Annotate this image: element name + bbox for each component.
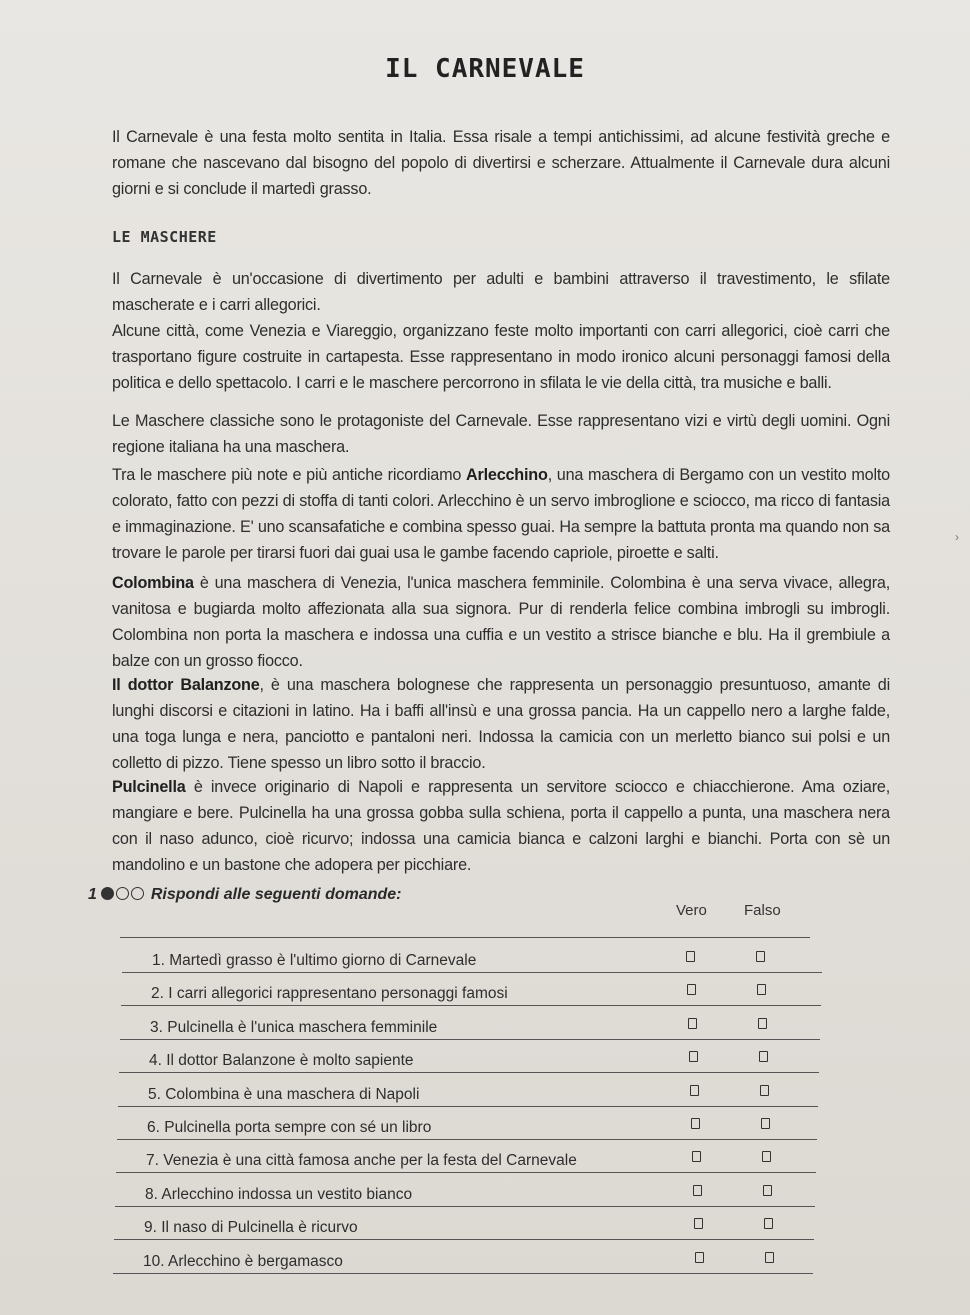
question-text: 2. I carri allegorici rappresentano personaggi famosi bbox=[151, 985, 508, 1003]
difficulty-dot-filled-icon bbox=[101, 887, 114, 900]
p7-post: è invece originario di Napoli e rappresenta un servitore sciocco e chiacchierone. Ama oziare, mangiare e bere. Pulcinella ha una grossa gobba sulla schiena, porta il cappello a punta, una maschera nera con il naso adunco, cioè ricurvo; indossa una camicia bianca e calzoni larghi e bianchi. Porta con sè un mandolino e un bastone che adopera per picchiare. bbox=[112, 778, 890, 874]
falso-checkbox[interactable] bbox=[759, 1051, 768, 1062]
balanzone-name: Il dottor Balanzone bbox=[112, 676, 260, 694]
question-row bbox=[119, 1040, 819, 1073]
p5-post: è una maschera di Venezia, l'unica maschera femminile. Colombina è una serva vivace, allegra, vanitosa e bugiarda molto affezionata alla sua signora. Pur di renderla felice combina imbrogli su imbrogli. Colombina non porta la maschera e indossa una cuffia e un vestito a strisce bianche e blu. Ha il grembiule a balze con un grosso fiocco. bbox=[112, 574, 890, 670]
intro-paragraph: Il Carnevale è una festa molto sentita in Italia. Essa risale a tempi antichissimi, ad alcune festività greche e romane che nascevano dal bisogno del popolo di divertirsi e scherzare. Attualmente il Carnevale dura alcuni giorni e si conclude il martedì grasso. bbox=[112, 128, 890, 198]
section-heading: LE MASCHERE bbox=[112, 228, 217, 246]
question-text: 8. Arlecchino indossa un vestito bianco bbox=[145, 1185, 413, 1203]
question-text: 7. Venezia è una città famosa anche per la festa del Carnevale bbox=[146, 1152, 577, 1170]
quiz-instruction-text: Rispondi alle seguenti domande: bbox=[150, 886, 402, 903]
vero-checkbox[interactable] bbox=[686, 951, 695, 962]
question-text: 10. Arlecchino è bergamasco bbox=[143, 1252, 343, 1270]
difficulty-dot-empty-icon bbox=[116, 887, 129, 900]
question-text: 1. Martedì grasso è l'ultimo giorno di Carnevale bbox=[152, 952, 477, 969]
question-row bbox=[115, 1174, 815, 1207]
question-text: 5. Colombina è una maschera di Napoli bbox=[148, 1085, 420, 1103]
question-row bbox=[114, 1207, 814, 1240]
falso-checkbox[interactable] bbox=[760, 1085, 769, 1096]
paragraph-pulcinella bbox=[112, 774, 890, 878]
falso-checkbox[interactable] bbox=[757, 984, 766, 995]
pulcinella-name: Pulcinella bbox=[112, 778, 186, 796]
vero-checkbox[interactable] bbox=[692, 1151, 701, 1162]
question-text: 6. Pulcinella porta sempre con sé un libro bbox=[147, 1119, 432, 1136]
paragraph-colombina bbox=[112, 570, 890, 674]
paragraph-maschere: Le Maschere classiche sono le protagoniste del Carnevale. Esse rappresentano vizi e virtù degli uomini. Ogni regione italiana ha una maschera. bbox=[112, 412, 890, 456]
falso-checkbox[interactable] bbox=[763, 1185, 772, 1196]
falso-checkbox[interactable] bbox=[762, 1151, 771, 1162]
page-title: IL CARNEVALE bbox=[385, 54, 585, 84]
paragraph-arlecchino bbox=[112, 462, 890, 566]
quiz-instruction bbox=[88, 886, 402, 904]
p4-post: , una maschera di Bergamo con un vestito molto colorato, fatto con pezzi di stoffa di tanti colori. Arlecchino è un servo imbroglione e sciocco, ma ricco di fantasia e immaginazione. E' uno scansafatiche e combina spesso guai. Ha sempre la battuta pronta ma quando non sa trovare le parole per tirarsi fuori dai guai usa le gambe facendo capriole, piroette e salti. bbox=[112, 466, 890, 562]
vero-checkbox[interactable] bbox=[687, 984, 696, 995]
falso-checkbox[interactable] bbox=[761, 1118, 770, 1129]
p4-pre: Tra le maschere più note e più antiche ricordiamo bbox=[112, 466, 467, 484]
quiz-number: 1 bbox=[88, 886, 97, 903]
vero-checkbox[interactable] bbox=[689, 1051, 698, 1062]
table-top-rule bbox=[120, 937, 810, 938]
arlecchino-name: Arlecchino bbox=[466, 466, 548, 484]
question-row bbox=[120, 1007, 820, 1040]
paragraph-balanzone bbox=[112, 672, 890, 776]
vero-checkbox[interactable] bbox=[693, 1185, 702, 1196]
column-falso: Falso bbox=[744, 902, 781, 919]
p6-post: , è una maschera bolognese che rappresenta un personaggio presuntuoso, amante di lunghi discorsi e citazioni in latino. Ha i baffi all'insù e una grossa pancia. Ha un cappello nero a larghe falde, una toga lunga e nera, panciotto e pantaloni neri. Indossa la camicia con un merletto bianco sui polsi e un colletto di pizzo. Tiene spesso un libro sotto il braccio. bbox=[112, 676, 890, 772]
question-row bbox=[117, 1107, 817, 1140]
falso-checkbox[interactable] bbox=[756, 951, 765, 962]
question-row bbox=[118, 1074, 818, 1107]
question-text: 4. Il dottor Balanzone è molto sapiente bbox=[149, 1052, 414, 1070]
column-vero: Vero bbox=[676, 902, 707, 919]
vero-checkbox[interactable] bbox=[694, 1218, 703, 1229]
colombina-name: Colombina bbox=[112, 574, 194, 592]
question-text: 9. Il naso di Pulcinella è ricurvo bbox=[144, 1219, 358, 1237]
vero-checkbox[interactable] bbox=[688, 1018, 697, 1029]
vero-checkbox[interactable] bbox=[695, 1252, 704, 1263]
difficulty-dot-empty-icon bbox=[131, 887, 144, 900]
question-row bbox=[113, 1241, 813, 1274]
vero-checkbox[interactable] bbox=[691, 1118, 700, 1129]
question-text: 3. Pulcinella è l'unica maschera femminile bbox=[150, 1018, 438, 1036]
paragraph-occasione: Il Carnevale è un'occasione di divertimento per adulti e bambini attraverso il travestimento, le sfilate mascherate e i carri allegorici. bbox=[112, 270, 890, 314]
question-row bbox=[122, 940, 822, 973]
paragraph-carri: Alcune città, come Venezia e Viareggio, organizzano feste molto importanti con carri allegorici, cioè carri che trasportano figure costruite in cartapesta. Esse rappresentano in modo ironico alcuni personaggi famosi della politica e dello spettacolo. I carri e le maschere percorrono in sfilata le vie della città, tra musiche e balli. bbox=[112, 322, 890, 392]
vero-checkbox[interactable] bbox=[690, 1085, 699, 1096]
question-row bbox=[116, 1140, 816, 1173]
question-row bbox=[121, 973, 821, 1006]
falso-checkbox[interactable] bbox=[758, 1018, 767, 1029]
falso-checkbox[interactable] bbox=[765, 1252, 774, 1263]
margin-mark: › bbox=[955, 530, 959, 544]
falso-checkbox[interactable] bbox=[764, 1218, 773, 1229]
